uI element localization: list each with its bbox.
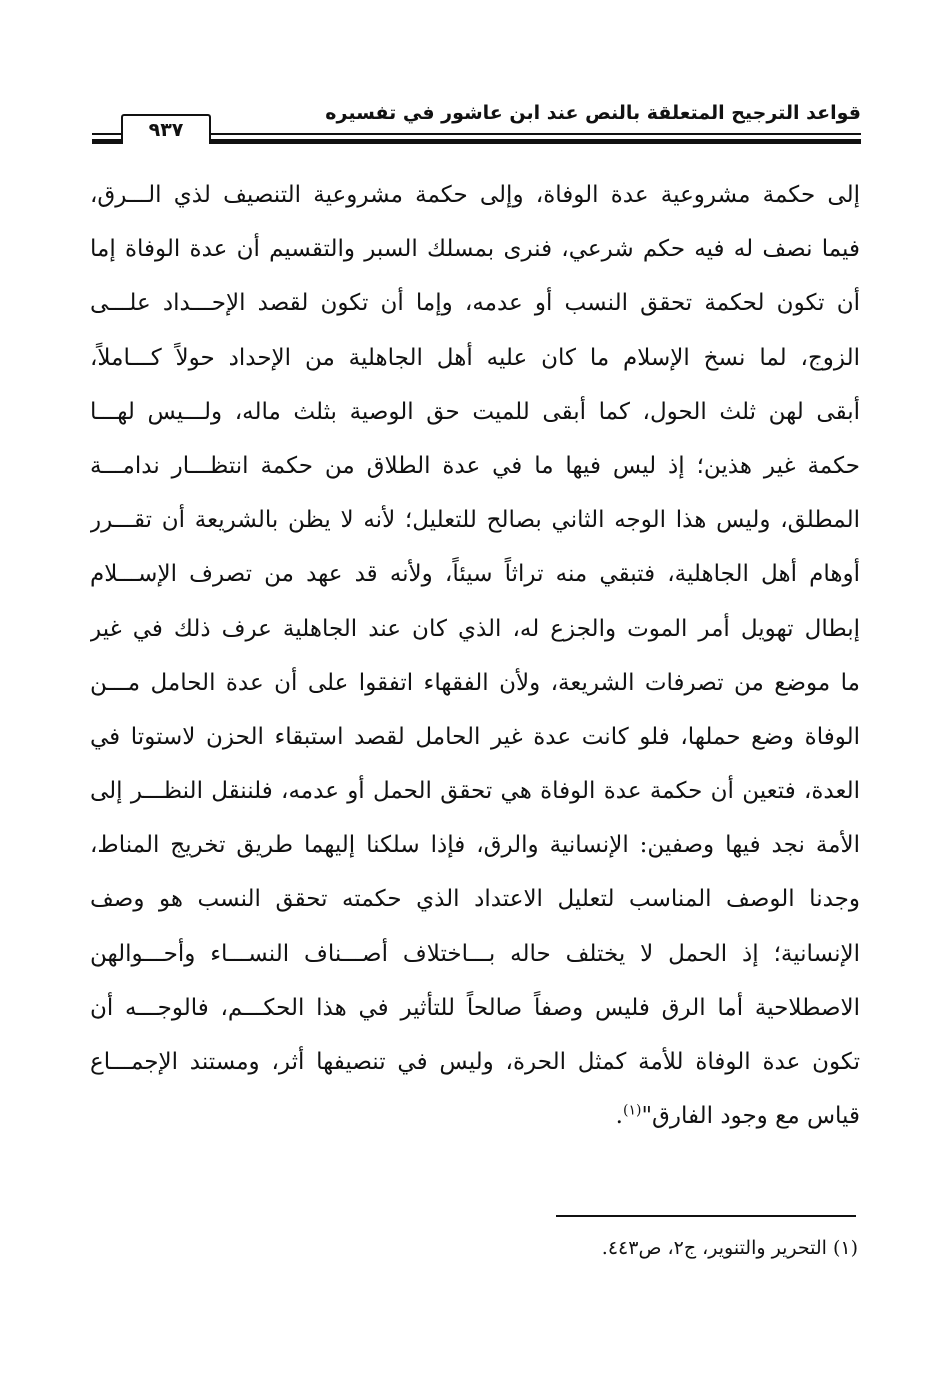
running-header-title: قواعد الترجيح المتعلقة بالنص عند ابن عاشور في تفسيره <box>325 102 861 124</box>
text-line-last <box>90 1089 860 1143</box>
text-line: تكون عدة الوفاة للأمة كمثل الحرة، وليس في تنصيفها أثر، ومستند الإجمـــاع <box>90 1049 860 1075</box>
page-number: ٩٣٧ <box>121 114 211 144</box>
text-line: إبطال تهويل أمر الموت والجزع له، الذي كان عند الجاهلية عرف ذلك في غير <box>90 615 860 642</box>
text-line: المطلق، وليس هذا الوجه الثاني بصالح للتعليل؛ لأنه لا يظن بالشريعة أن تقـــرر <box>90 507 860 534</box>
text-line: الأمة نجد فيها وصفين: الإنسانية والرق، فإذا سلكنا إليهما طريق تخريج المناط، <box>90 832 860 859</box>
text-line: أوهام أهل الجاهلية، فتبقي منه تراثاً سيئاً، ولأنه قد عهد من تصرف الإســـلام <box>90 561 860 588</box>
footnote: (١) التحرير والتنوير، ج٢، ص٤٤٣. <box>601 1237 858 1259</box>
text-line: أن تكون لحكمة تحقق النسب أو عدمه، وإما أن تكون لقصد الإحـــداد علـــى <box>90 290 860 317</box>
text-line: الوفاة وضع حملها، فلو كانت عدة غير الحامل لقصد استبقاء الحزن لاستوتا في <box>90 723 860 750</box>
text-line: الاصطلاحية أما الرق فليس وصفاً صالحاً للتأثير في هذا الحكـــم، فالوجـــه أن <box>90 994 860 1021</box>
last-line-text: قياس مع وجود الفارق" <box>641 1103 860 1130</box>
last-line-end: . <box>615 1103 623 1130</box>
running-header <box>92 100 861 148</box>
text-line: أبقى لهن ثلث الحول، كما أبقى للميت حق الوصية بثلث ماله، ولـــيس لهـــا <box>90 398 860 425</box>
footnote-divider <box>556 1215 856 1217</box>
text-line: إلى حكمة مشروعية عدة الوفاة، وإلى حكمة مشروعية التنصيف لذي الـــرق، <box>90 182 860 208</box>
text-line: الإنسانية؛ إذ الحمل لا يختلف حاله بـــاختلاف أصـــناف النســـاء وأحـــوالهن <box>90 940 860 967</box>
footnote-reference: (١) <box>622 1102 642 1119</box>
body-text <box>90 168 860 1143</box>
text-line: حكمة غير هذين؛ إذ ليس فيها ما في عدة الطلاق من حكمة انتظـــار ندامـــة <box>90 452 860 479</box>
text-line: العدة، فتعين أن حكمة عدة الوفاة هي تحقق الحمل أو عدمه، فلننقل النظـــر إلى <box>90 778 860 805</box>
text-line: وجدنا الوصف المناسب لتعليل الاعتداد الذي حكمته تحقق النسب هو وصف <box>90 886 860 913</box>
text-line: الزوج، لما نسخ الإسلام ما كان عليه أهل الجاهلية من الإحداد حولاً كـــاملاً، <box>90 344 860 371</box>
text-line: ما موضع من تصرفات الشريعة، ولأن الفقهاء اتفقوا على أن عدة الحامل مـــن <box>90 669 860 696</box>
text-line: فيما نصف له فيه حكم شرعي، فنرى بمسلك السبر والتقسيم أن عدة الوفاة إما <box>90 236 860 263</box>
